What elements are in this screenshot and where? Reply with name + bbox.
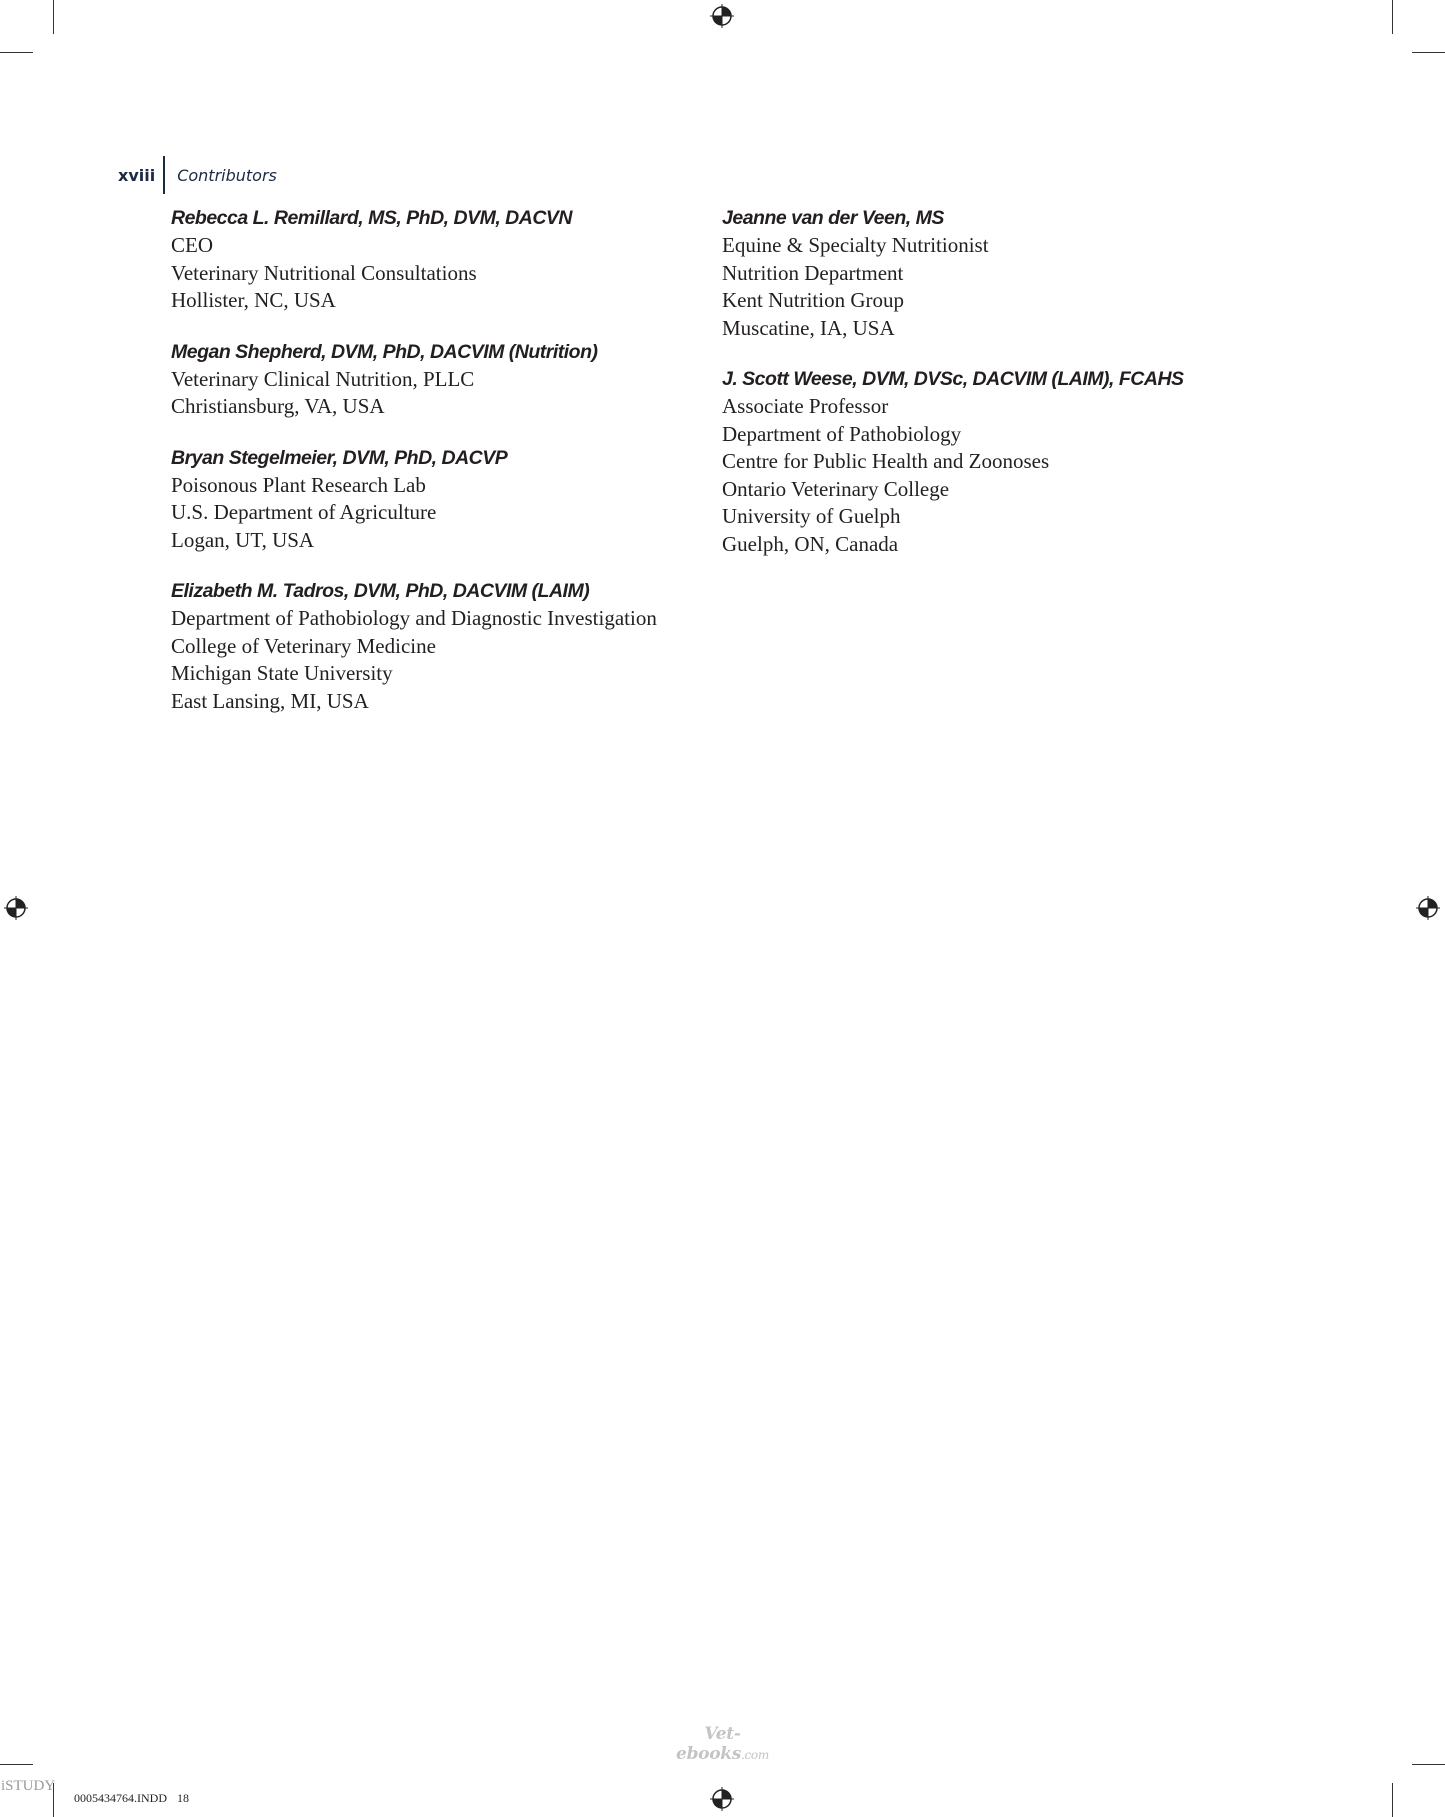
contributor-name: J. Scott Weese, DVM, DVSc, DACVIM (LAIM), FCAHS xyxy=(722,368,1184,390)
registration-mark-icon xyxy=(710,4,734,28)
watermark-logo xyxy=(660,1724,785,1764)
affiliation-line: Muscatine, IA, USA xyxy=(722,315,895,340)
contributor-entry xyxy=(722,365,1282,558)
affiliation-line: Ontario Veterinary College xyxy=(722,476,950,501)
watermark-text: Vet-ebooks xyxy=(676,1724,741,1764)
crop-mark-bottom-left-horizontal xyxy=(0,1764,33,1765)
section-title: Contributors xyxy=(177,165,277,185)
affiliation-line: Centre for Public Health and Zoonoses xyxy=(722,449,1050,473)
affiliation-line: College of Veterinary Medicine xyxy=(171,633,436,658)
affiliation-line: Guelph, ON, Canada xyxy=(722,531,899,556)
affiliation-line: East Lansing, MI, USA xyxy=(171,688,369,713)
istudy-mark: iSTUDY xyxy=(1,1778,56,1794)
slug-filename: 0005434764.INDD xyxy=(74,1791,167,1805)
contributors-column-right xyxy=(722,204,1282,581)
contributor-entry xyxy=(171,204,711,315)
crop-mark-top-left-horizontal xyxy=(0,52,33,53)
affiliation-line: Associate Professor xyxy=(722,394,889,418)
contributor-name: Jeanne van der Veen, MS xyxy=(722,207,944,229)
affiliation-line: University of Guelph xyxy=(722,504,901,528)
affiliation-line: Department of Pathobiology xyxy=(722,421,962,446)
affiliation-line: Kent Nutrition Group xyxy=(722,288,904,312)
crop-mark-bottom-right-vertical xyxy=(1392,1783,1393,1817)
contributor-name: Rebecca L. Remillard, MS, PhD, DVM, DACVN xyxy=(171,207,573,229)
running-head xyxy=(118,156,277,194)
contributor-name: Megan Shepherd, DVM, PhD, DACVIM (Nutrition) xyxy=(171,340,598,363)
affiliation-line: Veterinary Nutritional Consultations xyxy=(171,260,477,285)
affiliation-line: Nutrition Department xyxy=(722,260,904,285)
running-head-rule xyxy=(163,156,165,194)
crop-mark-top-right-vertical xyxy=(1392,0,1393,34)
contributor-entry xyxy=(171,338,711,421)
affiliation-line: Michigan State University xyxy=(171,661,393,685)
contributor-entry xyxy=(722,204,1282,342)
watermark-suffix: .com xyxy=(740,1748,769,1762)
contributor-entry xyxy=(171,577,711,715)
affiliation-line: Veterinary Clinical Nutrition, PLLC xyxy=(171,366,475,391)
registration-mark-icon xyxy=(1416,896,1440,920)
contributor-entry xyxy=(171,444,711,555)
affiliation-line: CEO xyxy=(171,233,213,257)
print-slug xyxy=(74,1791,189,1806)
contributor-name: Bryan Stegelmeier, DVM, PhD, DACVP xyxy=(171,446,508,469)
crop-mark-top-left-vertical xyxy=(53,0,54,34)
slug-page-number: 18 xyxy=(177,1791,189,1805)
affiliation-line: Logan, UT, USA xyxy=(171,527,315,552)
page-number: xviii xyxy=(118,165,156,185)
crop-mark-bottom-right-horizontal xyxy=(1412,1764,1445,1765)
crop-mark-top-right-horizontal xyxy=(1412,52,1445,53)
affiliation-line: Christiansburg, VA, USA xyxy=(171,394,385,418)
affiliation-line: Poisonous Plant Research Lab xyxy=(171,472,426,497)
contributors-column-left xyxy=(171,204,711,738)
registration-mark-icon xyxy=(4,896,28,920)
affiliation-line: Hollister, NC, USA xyxy=(171,288,336,312)
contributor-name: Elizabeth M. Tadros, DVM, PhD, DACVIM (LAIM) xyxy=(171,580,590,602)
registration-mark-icon xyxy=(710,1787,734,1811)
affiliation-line: Equine & Specialty Nutritionist xyxy=(722,233,989,257)
affiliation-line: Department of Pathobiology and Diagnostic Investigation xyxy=(171,606,657,630)
affiliation-line: U.S. Department of Agriculture xyxy=(171,500,437,524)
